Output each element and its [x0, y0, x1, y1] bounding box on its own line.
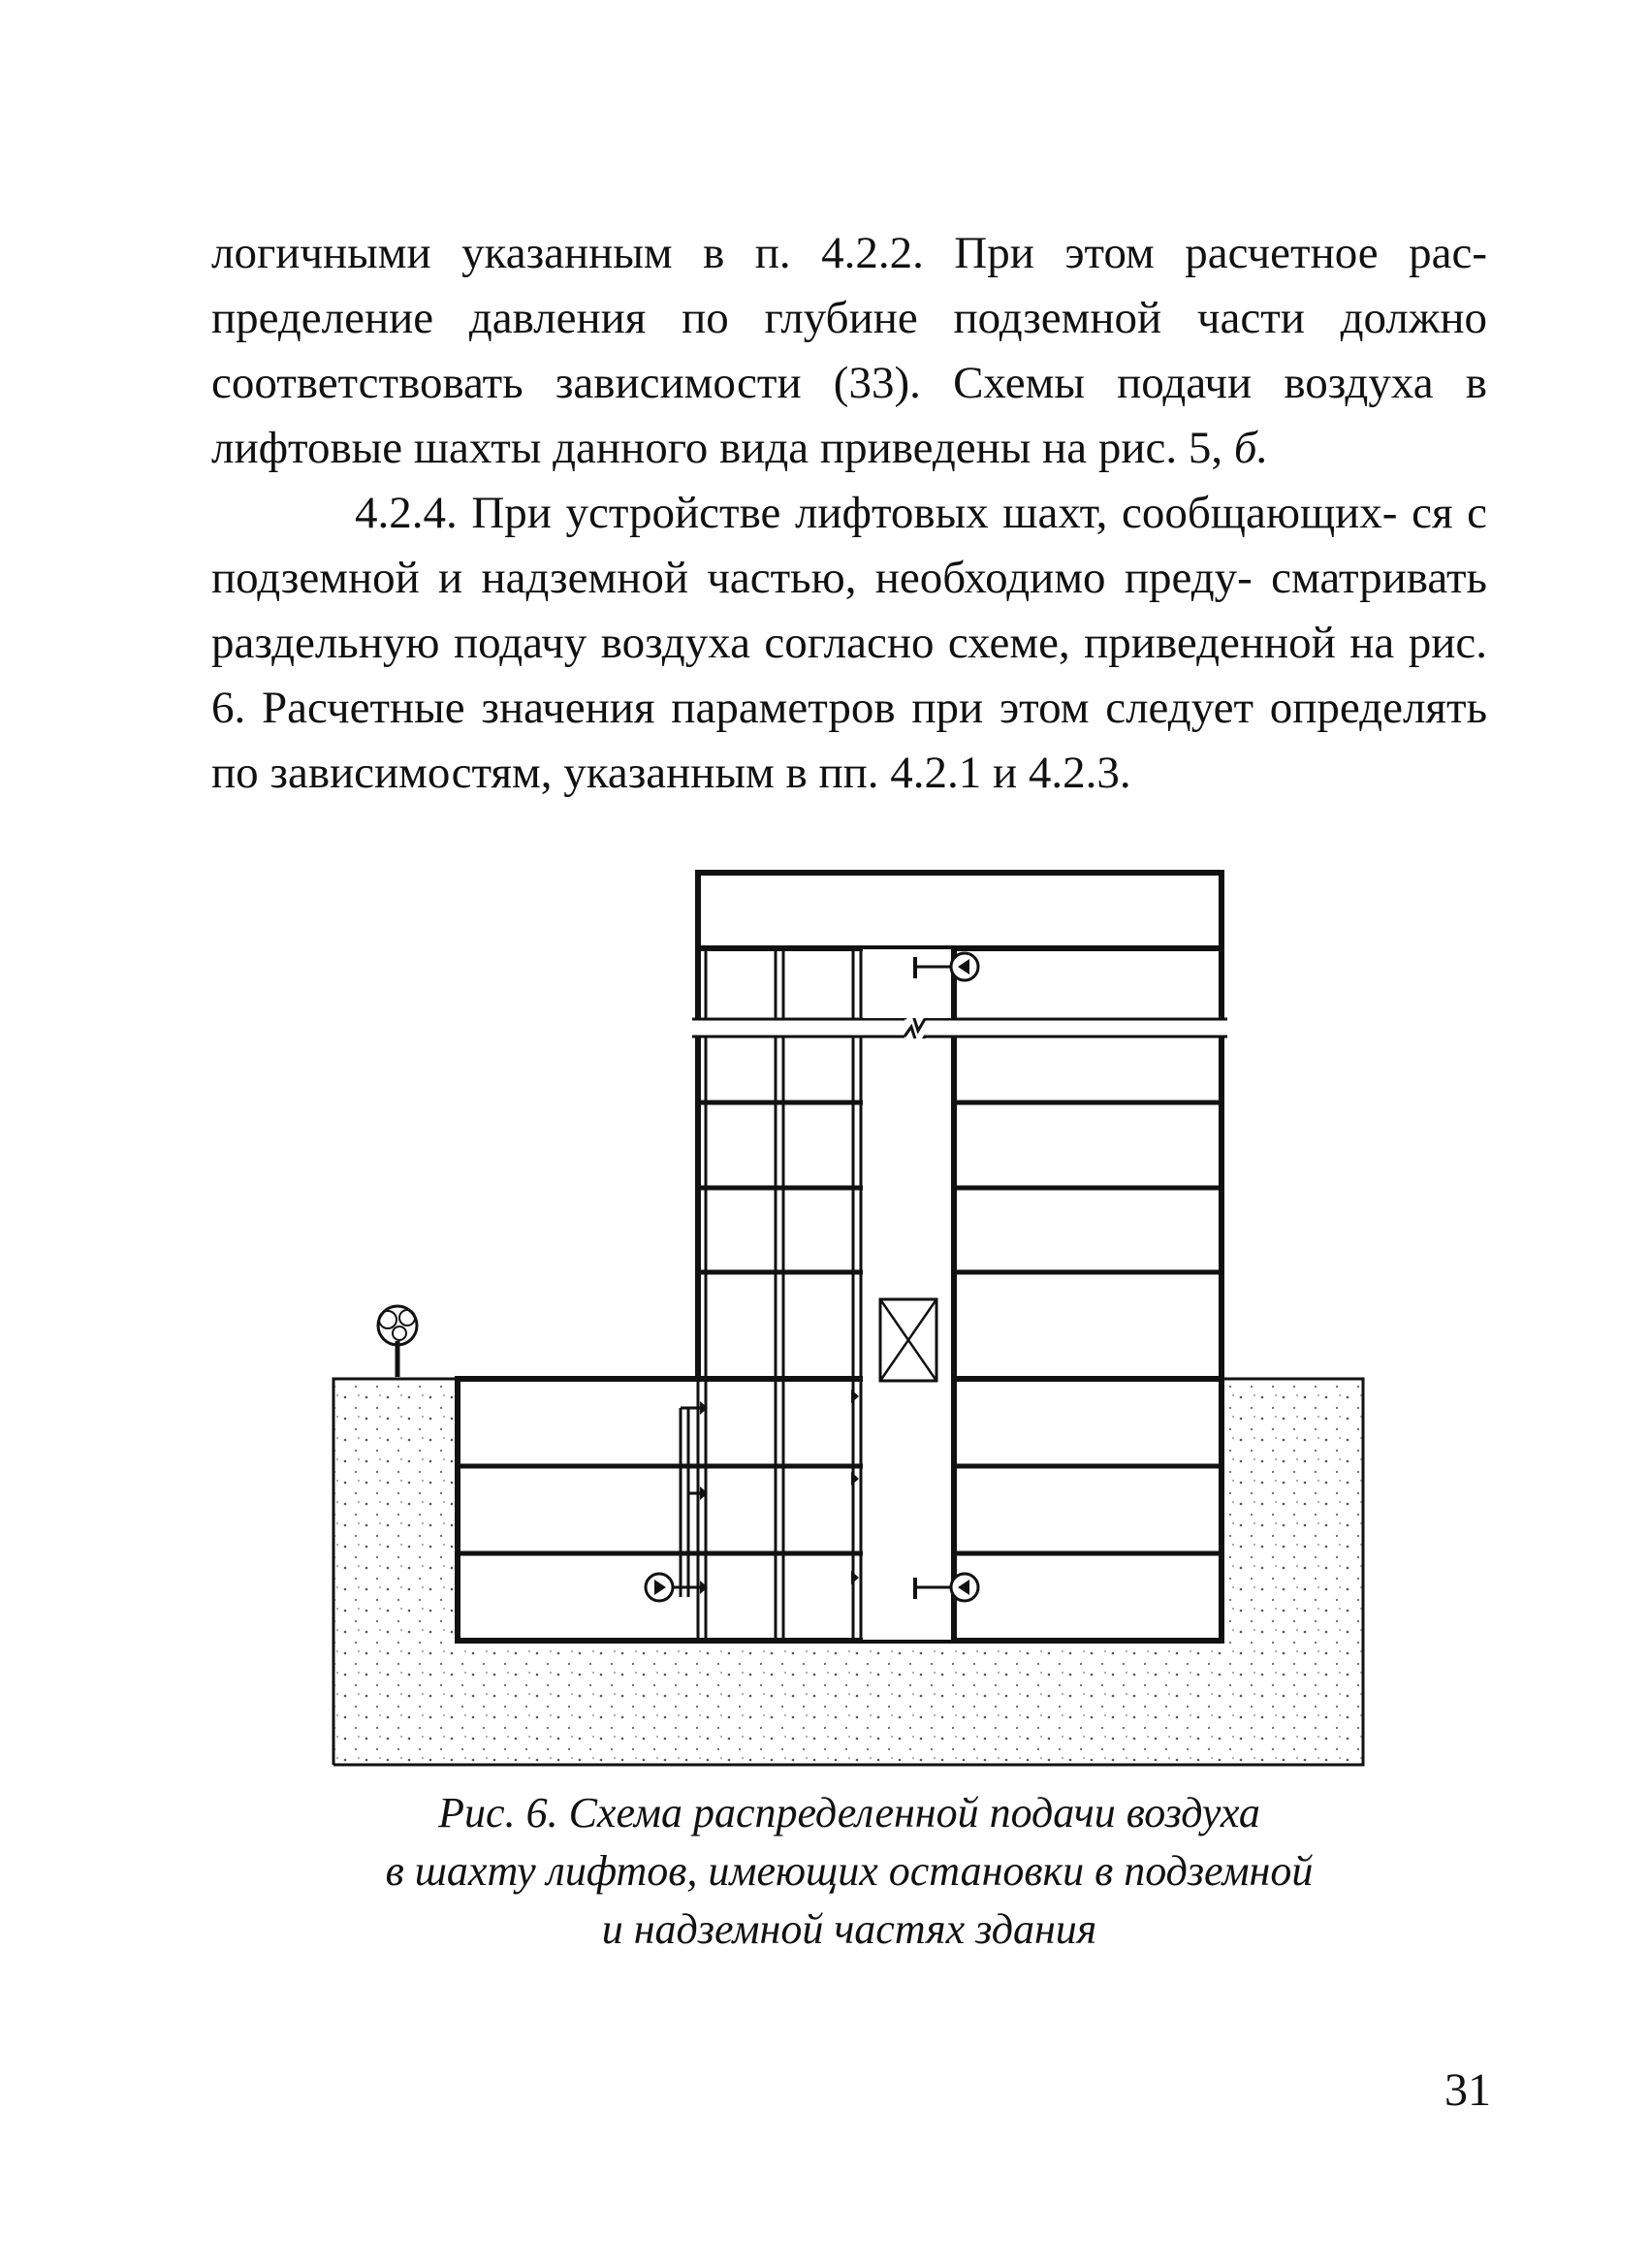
figure-caption: [211, 1784, 1487, 1959]
paragraph-1-line-3: соответствовать зависимости (33). Схемы подачи воздуха: [211, 358, 1434, 408]
paragraph-2-line-5: этом следует определять по зависимостям, указанным: [211, 683, 1487, 798]
paragraph-2-line-3: сматривать раздельную подачу воздуха согласно схеме,: [211, 553, 1487, 668]
paragraph-2-line-4: приведенной на рис. 6. Расчетные значения параметров при: [211, 618, 1487, 733]
diagram-svg: [320, 858, 1377, 1779]
underground-part: [458, 1379, 1222, 1641]
paragraph-2-line-1: 4.2.4. При устройстве лифтовых шахт, сообщающих-: [355, 488, 1398, 538]
paragraph-2: [211, 481, 1487, 806]
caption-line-2: в шахту лифтов, имеющих остановки в подземной: [385, 1847, 1314, 1895]
caption-line-1: Рис. 6. Схема распределенной подачи воздуха: [438, 1789, 1260, 1837]
building-air-supply-diagram: [320, 858, 1377, 1779]
paragraph-1-line-1: логичными указанным в п. 4.2.2. При этом расчетное рас-: [211, 228, 1487, 278]
paragraph-1-emphasis: б.: [1233, 423, 1269, 473]
paragraph-2-line-2: ся с подземной и надземной частью, необходимо преду-: [211, 488, 1488, 603]
body-text: [211, 221, 1487, 806]
caption-line-3: и надземной частях здания: [601, 1905, 1097, 1953]
lift-car: [880, 1299, 936, 1381]
paragraph-1-line-2: пределение давления по глубине подземной части должно: [211, 293, 1487, 343]
paragraph-1: [211, 221, 1487, 481]
tree-icon: [378, 1306, 417, 1377]
paragraph-2-line-6: в пп. 4.2.1 и 4.2.3.: [785, 748, 1131, 798]
paragraph-1-line-4: в лифтовые шахты данного вида приведены на рис. 5,: [211, 358, 1487, 473]
page-number: 31: [1444, 2064, 1491, 2116]
